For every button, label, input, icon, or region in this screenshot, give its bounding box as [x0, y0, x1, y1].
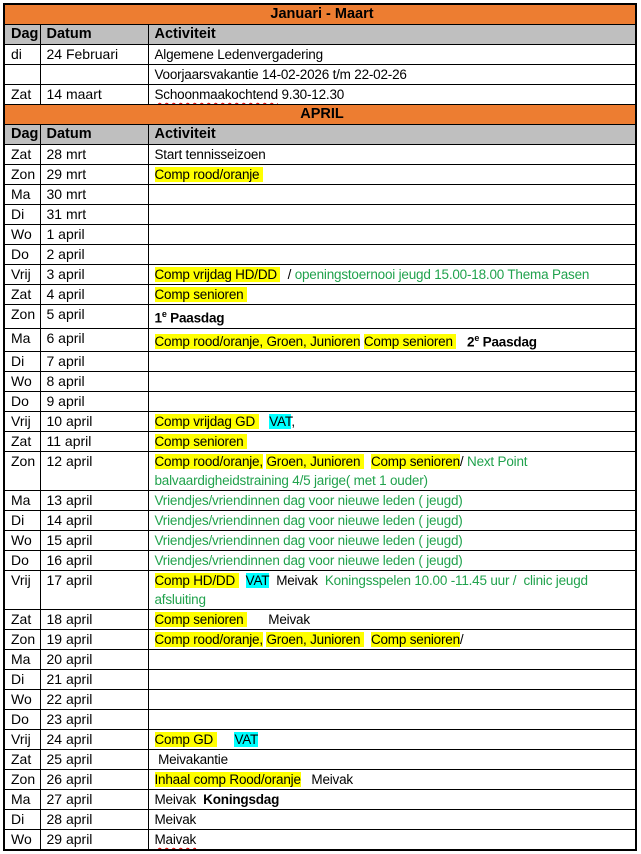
table-row	[4, 145, 636, 165]
activity-segment	[259, 414, 270, 429]
activity-segment: VAT	[269, 414, 292, 429]
datum-cell: 30 mrt	[40, 185, 148, 205]
activity-segment: Start tennisseizoen	[154, 147, 266, 162]
table-row	[4, 650, 636, 670]
activity-cell	[148, 372, 636, 392]
table-row	[4, 392, 636, 412]
activity-segment: Next Point	[463, 454, 528, 469]
table-row	[4, 65, 636, 85]
column-header-activiteit: Activiteit	[148, 125, 636, 145]
dag-cell: Di	[4, 352, 40, 372]
activity-cell	[148, 285, 636, 305]
dag-cell: Zat	[4, 610, 40, 630]
datum-cell: 4 april	[40, 285, 148, 305]
schedule-table-body	[4, 4, 636, 850]
dag-cell: Zon	[4, 452, 40, 491]
dag-cell: Di	[4, 205, 40, 225]
activity-cell	[148, 810, 636, 830]
activity-segment: Comp rood/oranje,	[154, 632, 263, 647]
activity-segment: Comp rood/oranje,	[154, 454, 263, 469]
column-header-row	[4, 25, 636, 45]
dag-cell: Ma	[4, 185, 40, 205]
datum-cell: 12 april	[40, 452, 148, 491]
activity-cell	[148, 511, 636, 531]
datum-cell: 2 april	[40, 245, 148, 265]
activity-cell	[148, 710, 636, 730]
dag-cell: Zon	[4, 165, 40, 185]
dag-cell: Ma	[4, 328, 40, 352]
table-row	[4, 531, 636, 551]
table-row	[4, 610, 636, 630]
dag-cell: Zat	[4, 432, 40, 452]
datum-cell: 7 april	[40, 352, 148, 372]
activity-segment: Comp vrijdag GD	[154, 414, 259, 429]
activity-segment: Voorjaarsvakantie 14-02-2026 t/m 22-02-26	[154, 67, 407, 82]
datum-cell: 21 april	[40, 670, 148, 690]
activity-segment: Comp senioren	[370, 632, 460, 647]
activity-segment: 1	[154, 310, 162, 326]
activity-segment: VAT	[234, 732, 259, 747]
activity-segment: Comp vrijdag HD/DD	[154, 267, 281, 282]
column-header-datum: Datum	[40, 25, 148, 45]
datum-cell: 18 april	[40, 610, 148, 630]
table-row	[4, 770, 636, 790]
activity-segment: Vriendjes/vriendinnen dag voor nieuwe leden ( jeugd)	[154, 493, 463, 508]
table-row	[4, 830, 636, 851]
activity-cell	[148, 225, 636, 245]
activity-segment: balvaardigheidstraining 4/5 jarige( met 1 ouder)	[154, 473, 428, 488]
dag-cell	[4, 65, 40, 85]
table-row	[4, 328, 636, 352]
datum-cell: 10 april	[40, 412, 148, 432]
section-title-row	[4, 105, 636, 125]
datum-cell: 27 april	[40, 790, 148, 810]
activity-segment: /	[280, 267, 295, 282]
activity-segment: /	[459, 454, 464, 469]
datum-cell: 16 april	[40, 551, 148, 571]
activity-segment: Koningsdag	[203, 792, 280, 807]
activity-segment: VAT	[245, 573, 270, 588]
activity-segment: /	[459, 632, 464, 647]
activity-segment: Vriendjes/vriendinnen dag voor nieuwe leden ( jeugd)	[154, 513, 463, 528]
dag-cell: Wo	[4, 830, 40, 851]
activity-segment: Vriendjes/vriendinnen dag voor nieuwe leden ( jeugd)	[154, 553, 463, 568]
activity-segment	[239, 573, 246, 588]
column-header-dag: Dag	[4, 125, 40, 145]
activity-segment: Groen, Junioren	[266, 632, 364, 647]
activity-segment: afsluiting	[154, 592, 206, 607]
table-row	[4, 452, 636, 491]
table-row	[4, 730, 636, 750]
table-row	[4, 85, 636, 105]
dag-cell: Do	[4, 710, 40, 730]
activity-segment: Meivak	[154, 792, 204, 807]
dag-cell: Zat	[4, 145, 40, 165]
table-row	[4, 551, 636, 571]
activity-segment: Comp HD/DD	[154, 573, 239, 588]
table-row	[4, 305, 636, 329]
activity-cell	[148, 610, 636, 630]
dag-cell: Vrij	[4, 265, 40, 285]
column-header-row	[4, 125, 636, 145]
activity-segment: Algemene Ledenvergadering	[154, 47, 323, 62]
activity-segment: Comp GD	[154, 732, 217, 747]
activity-segment: Schoonmaakochtend	[154, 87, 278, 102]
activity-segment: e	[161, 309, 167, 319]
activity-segment	[456, 334, 467, 349]
dag-cell: Wo	[4, 372, 40, 392]
table-row	[4, 630, 636, 650]
activity-cell	[148, 630, 636, 650]
activity-segment: Comp senioren	[154, 287, 247, 302]
activity-cell	[148, 491, 636, 511]
activity-segment: 9.30-12.30	[277, 87, 345, 102]
activity-segment: Comp senioren	[154, 612, 247, 627]
activity-cell	[148, 245, 636, 265]
dag-cell: Di	[4, 810, 40, 830]
dag-cell: Zat	[4, 285, 40, 305]
datum-cell: 19 april	[40, 630, 148, 650]
activity-cell	[148, 830, 636, 851]
dag-cell: Do	[4, 392, 40, 412]
dag-cell: Zat	[4, 750, 40, 770]
schedule-table	[3, 3, 637, 851]
activity-cell	[148, 432, 636, 452]
activity-cell	[148, 412, 636, 432]
activity-segment: Koningsspelen 10.00 -11.45 uur / clinic jeugd	[324, 573, 588, 588]
datum-cell: 29 mrt	[40, 165, 148, 185]
datum-cell: 31 mrt	[40, 205, 148, 225]
dag-cell: Vrij	[4, 571, 40, 610]
column-header-datum: Datum	[40, 125, 148, 145]
activity-cell	[148, 145, 636, 165]
activity-segment: Meivak	[247, 612, 310, 627]
dag-cell: Zon	[4, 305, 40, 329]
activity-segment	[217, 732, 235, 747]
datum-cell: 28 april	[40, 810, 148, 830]
table-row	[4, 372, 636, 392]
activity-segment	[364, 454, 371, 469]
column-header-dag: Dag	[4, 25, 40, 45]
dag-cell: Vrij	[4, 730, 40, 750]
table-row	[4, 352, 636, 372]
datum-cell: 25 april	[40, 750, 148, 770]
datum-cell: 26 april	[40, 770, 148, 790]
dag-cell: Di	[4, 670, 40, 690]
activity-cell	[148, 650, 636, 670]
activity-segment: Meivak	[154, 812, 197, 827]
activity-segment: Inhaal comp Rood/oranje	[154, 772, 301, 787]
table-row	[4, 45, 636, 65]
activity-cell	[148, 352, 636, 372]
table-row	[4, 285, 636, 305]
activity-cell	[148, 328, 636, 352]
datum-cell: 22 april	[40, 690, 148, 710]
datum-cell: 14 april	[40, 511, 148, 531]
activity-cell	[148, 205, 636, 225]
activity-segment: Vriendjes/vriendinnen dag voor nieuwe leden ( jeugd)	[154, 533, 463, 548]
table-row	[4, 412, 636, 432]
activity-cell	[148, 670, 636, 690]
activity-cell	[148, 770, 636, 790]
datum-cell: 8 april	[40, 372, 148, 392]
activity-segment	[364, 632, 371, 647]
activity-cell	[148, 571, 636, 610]
dag-cell: Ma	[4, 650, 40, 670]
dag-cell: Ma	[4, 790, 40, 810]
activity-cell	[148, 531, 636, 551]
dag-cell: Zon	[4, 770, 40, 790]
activity-segment: Meivakantie	[154, 752, 228, 767]
dag-cell: Zon	[4, 630, 40, 650]
datum-cell: 15 april	[40, 531, 148, 551]
activity-cell	[148, 305, 636, 329]
datum-cell: 29 april	[40, 830, 148, 851]
datum-cell: 6 april	[40, 328, 148, 352]
dag-cell: Ma	[4, 491, 40, 511]
table-row	[4, 790, 636, 810]
column-header-activiteit: Activiteit	[148, 25, 636, 45]
activity-segment: 2	[467, 334, 475, 349]
table-row	[4, 185, 636, 205]
activity-cell	[148, 790, 636, 810]
datum-cell: 17 april	[40, 571, 148, 610]
table-row	[4, 511, 636, 531]
datum-cell: 11 april	[40, 432, 148, 452]
table-row	[4, 810, 636, 830]
datum-cell: 24 april	[40, 730, 148, 750]
activity-cell	[148, 392, 636, 412]
activity-segment: Comp rood/oranje	[154, 167, 263, 182]
activity-segment: Meivak	[269, 573, 325, 588]
activity-cell	[148, 690, 636, 710]
activity-segment: Paasdag	[479, 334, 537, 349]
dag-cell: Wo	[4, 690, 40, 710]
datum-cell: 14 maart	[40, 85, 148, 105]
dag-cell: Di	[4, 511, 40, 531]
section-title: Januari - Maart	[4, 4, 636, 25]
table-row	[4, 265, 636, 285]
datum-cell: 23 april	[40, 710, 148, 730]
table-row	[4, 205, 636, 225]
activity-cell	[148, 165, 636, 185]
dag-cell: di	[4, 45, 40, 65]
activity-cell	[148, 452, 636, 491]
dag-cell: Wo	[4, 531, 40, 551]
dag-cell: Zat	[4, 85, 40, 105]
activity-segment: Groen, Junioren	[266, 454, 364, 469]
datum-cell: 20 april	[40, 650, 148, 670]
activity-segment: Comp senioren	[154, 434, 247, 449]
table-row	[4, 670, 636, 690]
activity-cell	[148, 750, 636, 770]
table-row	[4, 690, 636, 710]
table-row	[4, 750, 636, 770]
datum-cell: 13 april	[40, 491, 148, 511]
dag-cell: Vrij	[4, 412, 40, 432]
activity-segment: Meivak	[300, 772, 353, 787]
dag-cell: Do	[4, 245, 40, 265]
table-row	[4, 225, 636, 245]
activity-segment: Comp rood/oranje, Groen, Junioren	[154, 334, 361, 349]
activity-cell	[148, 265, 636, 285]
activity-segment: e	[474, 332, 480, 343]
dag-cell: Do	[4, 551, 40, 571]
table-row	[4, 491, 636, 511]
activity-cell	[148, 45, 636, 65]
activity-segment: Paasdag	[166, 310, 225, 326]
datum-cell: 1 april	[40, 225, 148, 245]
activity-cell	[148, 185, 636, 205]
table-row	[4, 710, 636, 730]
activity-cell	[148, 730, 636, 750]
activity-cell	[148, 551, 636, 571]
datum-cell: 28 mrt	[40, 145, 148, 165]
dag-cell: Wo	[4, 225, 40, 245]
activity-cell	[148, 65, 636, 85]
datum-cell: 3 april	[40, 265, 148, 285]
activity-segment: Maivak	[154, 832, 197, 847]
activity-cell	[148, 85, 636, 105]
datum-cell: 5 april	[40, 305, 148, 329]
table-row	[4, 245, 636, 265]
section-title-row	[4, 4, 636, 25]
activity-segment: openingstoernooi jeugd 15.00-18.00 Thema Pasen	[294, 267, 590, 282]
section-title: APRIL	[4, 105, 636, 125]
datum-cell: 9 april	[40, 392, 148, 412]
activity-segment: ,	[291, 414, 295, 429]
datum-cell	[40, 65, 148, 85]
activity-segment: Comp senioren	[370, 454, 460, 469]
table-row	[4, 165, 636, 185]
datum-cell: 24 Februari	[40, 45, 148, 65]
table-row	[4, 432, 636, 452]
table-row	[4, 571, 636, 610]
activity-segment: Comp senioren	[363, 334, 457, 349]
